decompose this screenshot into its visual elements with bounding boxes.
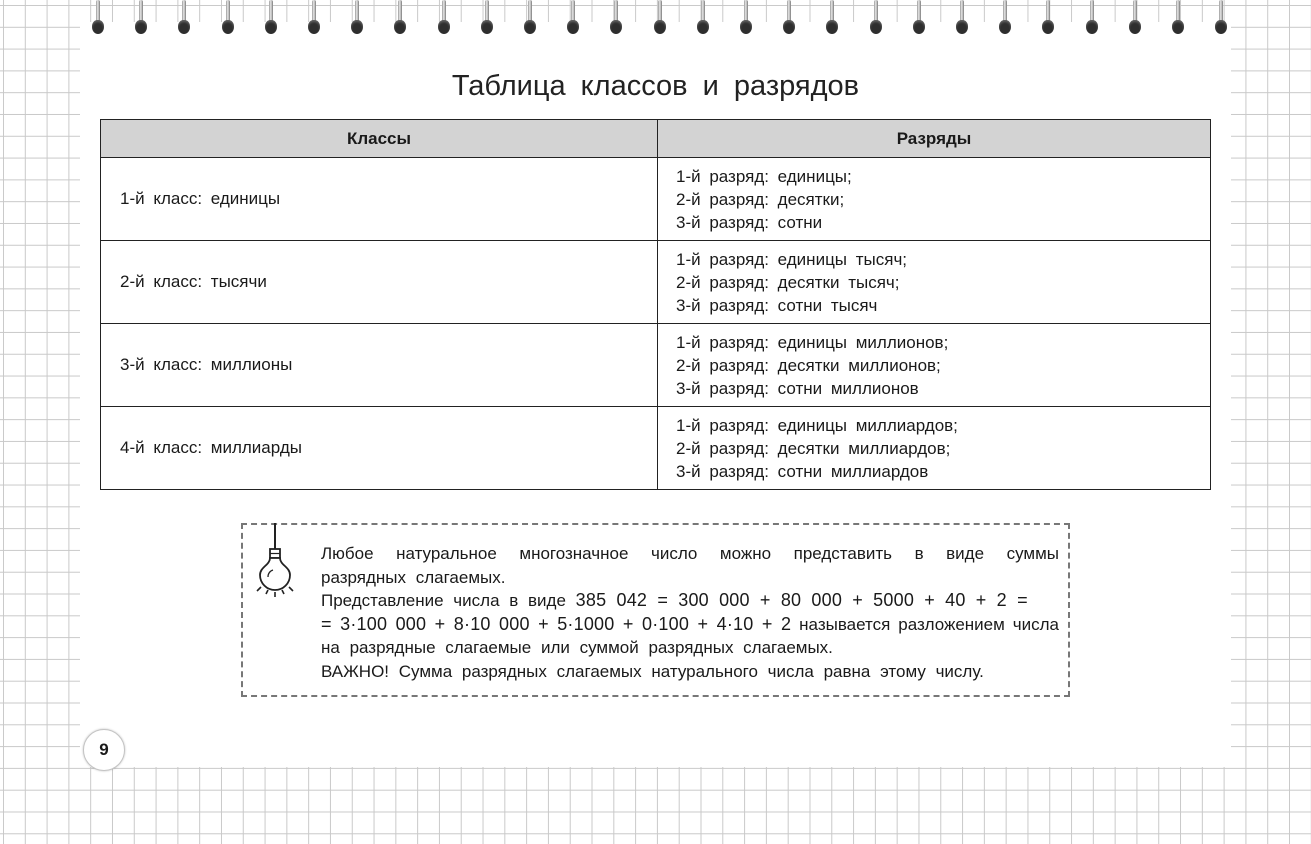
spiral-ring-icon bbox=[566, 0, 580, 36]
rank-line: 1-й разряд: единицы миллионов; bbox=[676, 332, 949, 352]
table-row bbox=[101, 158, 1211, 241]
note-line bbox=[321, 589, 1059, 613]
note-line: ВАЖНО! Сумма разрядных слагаемых натурального числа равна этому числу. bbox=[321, 661, 984, 681]
rank-line: 1-й разряд: единицы тысяч; bbox=[676, 249, 908, 269]
spiral-ring-icon bbox=[307, 0, 321, 36]
note-line: на разрядные слагаемые или суммой разрядных слагаемых. bbox=[321, 638, 833, 657]
spiral-ring-icon bbox=[177, 0, 191, 36]
spiral-ring-icon bbox=[782, 0, 796, 36]
ranks-cell bbox=[658, 241, 1211, 324]
spiral-ring-icon bbox=[998, 0, 1012, 36]
note-phrase: Представление числа в виде bbox=[321, 591, 566, 610]
rank-line: 2-й разряд: десятки тысяч; bbox=[676, 272, 900, 292]
ranks-cell bbox=[658, 324, 1211, 407]
note-text bbox=[321, 542, 1059, 683]
spiral-ring-icon bbox=[1041, 0, 1055, 36]
note-line bbox=[321, 613, 1059, 637]
spiral-ring-icon bbox=[955, 0, 969, 36]
spiral-ring-icon bbox=[91, 0, 105, 36]
class-cell: 1-й класс: единицы bbox=[101, 158, 658, 241]
rank-line: 2-й разряд: десятки миллиардов; bbox=[676, 438, 951, 458]
ranks-cell bbox=[658, 158, 1211, 241]
spiral-binding bbox=[0, 0, 1311, 40]
spiral-ring-icon bbox=[480, 0, 494, 36]
table-row bbox=[101, 324, 1211, 407]
spiral-ring-icon bbox=[696, 0, 710, 36]
spiral-ring-icon bbox=[912, 0, 926, 36]
class-cell: 3-й класс: миллионы bbox=[101, 324, 658, 407]
classes-table bbox=[100, 119, 1211, 490]
lightbulb-icon bbox=[255, 523, 295, 599]
spiral-ring-icon bbox=[739, 0, 753, 36]
spiral-ring-icon bbox=[221, 0, 235, 36]
rank-line: 3-й разряд: сотни тысяч bbox=[676, 295, 878, 315]
table-header-row bbox=[101, 120, 1211, 158]
rank-line: 3-й разряд: сотни миллионов bbox=[676, 378, 919, 398]
rank-line: 2-й разряд: десятки миллионов; bbox=[676, 355, 941, 375]
spiral-ring-icon bbox=[1214, 0, 1228, 36]
rank-line: 3-й разряд: сотни миллиардов bbox=[676, 461, 929, 481]
page-title: Таблица классов и разрядов bbox=[451, 70, 860, 102]
spiral-ring-icon bbox=[437, 0, 451, 36]
spiral-ring-icon bbox=[134, 0, 148, 36]
table-row bbox=[101, 407, 1211, 490]
class-cell: 4-й класс: миллиарды bbox=[101, 407, 658, 490]
spiral-ring-icon bbox=[1085, 0, 1099, 36]
rank-line: 2-й разряд: десятки; bbox=[676, 189, 845, 209]
spiral-ring-icon bbox=[523, 0, 537, 36]
spiral-ring-icon bbox=[1171, 0, 1185, 36]
page-number: 9 bbox=[83, 729, 125, 771]
rank-line: 1-й разряд: единицы миллиардов; bbox=[676, 415, 958, 435]
math-expression: = 3·100 000 + 8·10 000 + 5·1000 + 0·100 + 4·10 + 2 bbox=[321, 613, 792, 634]
header-ranks: Разряды bbox=[658, 120, 1211, 158]
spiral-ring-icon bbox=[653, 0, 667, 36]
table-row bbox=[101, 241, 1211, 324]
spiral-ring-icon bbox=[869, 0, 883, 36]
class-cell: 2-й класс: тысячи bbox=[101, 241, 658, 324]
spiral-ring-icon bbox=[264, 0, 278, 36]
rule-note-box bbox=[241, 523, 1070, 697]
header-classes: Классы bbox=[101, 120, 658, 158]
math-expression: 385 042 = 300 000 + 80 000 + 5000 + 40 + 2 = bbox=[575, 590, 1028, 610]
rank-line: 3-й разряд: сотни bbox=[676, 212, 823, 232]
rank-line: 1-й разряд: единицы; bbox=[676, 166, 852, 186]
spiral-ring-icon bbox=[1128, 0, 1142, 36]
spiral-ring-icon bbox=[393, 0, 407, 36]
spiral-ring-icon bbox=[825, 0, 839, 36]
spiral-ring-icon bbox=[350, 0, 364, 36]
spiral-ring-icon bbox=[609, 0, 623, 36]
note-line: Любое натуральное многозначное число можно представить в виде суммы bbox=[321, 544, 1059, 563]
note-line: разрядных слагаемых. bbox=[321, 567, 506, 587]
ranks-cell bbox=[658, 407, 1211, 490]
note-phrase: называется разложением числа bbox=[799, 614, 1059, 634]
